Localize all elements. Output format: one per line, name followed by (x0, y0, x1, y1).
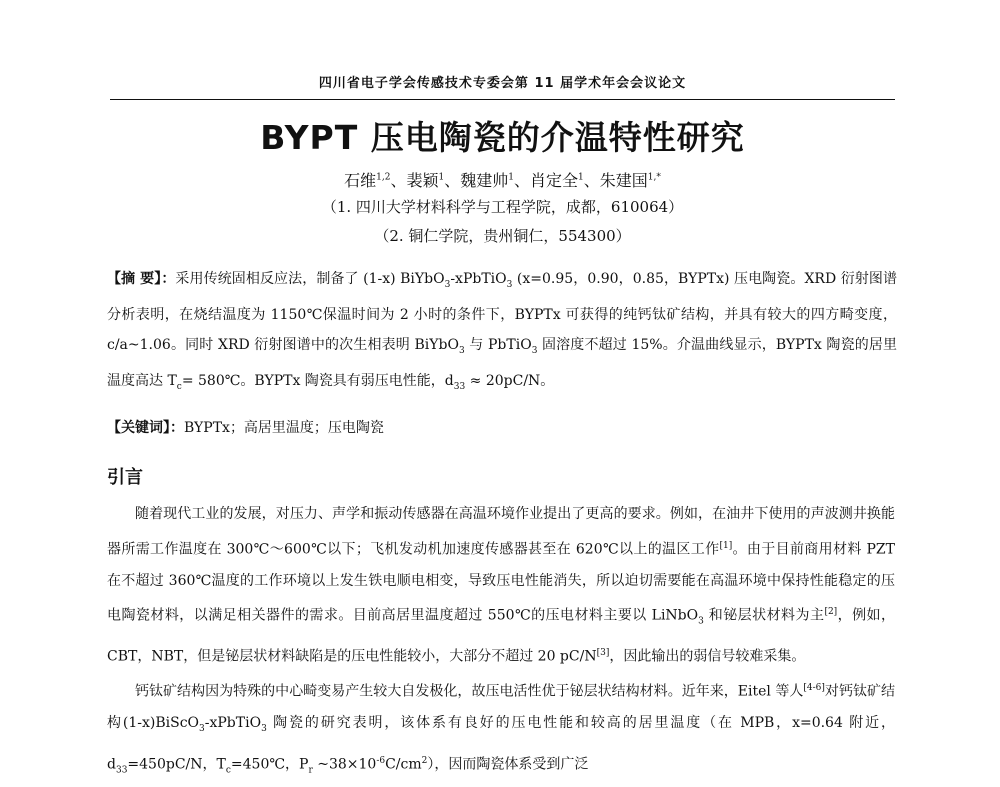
paragraph-text: 。由于目前商用材料 PZT 在不超过 360℃温度的工作环境以上发生铁电顺电相变，导致压电性能消失，所以迫切需要能在高温环境中保持性能稳定的压电陶瓷材料，以满足相关器件的需求。目前高居里温度超过 550℃的压电材料主要以 LiNbO (107, 541, 896, 624)
superscript: 2 (421, 755, 428, 766)
paragraph-text: ，因此输出的弱信号较难采集。 (609, 648, 806, 665)
author-affiliation-mark: 1 (508, 172, 514, 183)
abstract-block (107, 264, 897, 401)
paragraph-text: ，例如，CBT，NBT，但是铋层状材料缺陷是的压电性能较小，大部分不超过 20 pC/N (107, 607, 896, 665)
subscript: r (308, 765, 313, 776)
paragraph-text: 和铋层状材料为主 (703, 607, 825, 624)
author-name: 裴颖 (406, 171, 439, 190)
author-name: 石维 (344, 171, 377, 190)
citation: [1] (719, 540, 733, 551)
conference-header: 四川省电子学会传感技术专委会第 11 届学术年会会议论文 (318, 76, 687, 91)
superscript: -6 (376, 755, 386, 766)
subscript: 3 (506, 279, 513, 290)
paragraph-text: =450℃，P (230, 756, 309, 773)
affiliation-2: （2. 铜仁学院，贵州铜仁，554300） (374, 227, 631, 245)
subscript: 3 (531, 345, 538, 356)
subscript: 33 (115, 765, 128, 776)
subscript: 3 (199, 724, 205, 735)
paragraph-text: C/cm (385, 756, 422, 773)
subscript: 3 (458, 345, 465, 356)
subscript: c (176, 381, 182, 392)
subscript: 33 (453, 381, 466, 392)
header-rule (110, 99, 895, 100)
paragraph-text: ~38×10 (312, 756, 377, 773)
author-list (110, 168, 895, 191)
abstract-text: 固溶度不超过 15%。介温曲线显示，BYPTx 陶瓷的居里温度高达 T (107, 336, 897, 389)
author-name: 朱建国 (599, 171, 648, 190)
author-affiliation-mark: 1,* (647, 172, 661, 183)
paragraph-text: 陶瓷的研究表明，该体系有良好的压电性能和较高的居里温度（在 MPB，x=0.64 附近，d (107, 715, 895, 773)
abstract-text: -xPbTiO (450, 271, 507, 287)
author-separator: 、 (583, 171, 600, 190)
paragraph-text: ），因而陶瓷体系受到广泛 (427, 756, 589, 773)
author-name: 魏建帅 (460, 171, 509, 190)
body-text (107, 499, 895, 787)
abstract-text: = 580℃。BYPTx 陶瓷具有弱压电性能，d (181, 372, 454, 389)
keywords-text: BYPTx；高居里温度；压电陶瓷 (184, 420, 384, 436)
author-affiliation-mark: 1 (578, 172, 584, 183)
paragraph-text: =450pC/N，T (127, 756, 226, 773)
author-affiliation-mark: 1 (438, 172, 445, 183)
paragraph (107, 499, 895, 673)
subscript: c (225, 765, 231, 776)
author-separator: 、 (513, 171, 530, 190)
paper-title: BYPT 压电陶瓷的介温特性研究 (260, 118, 745, 157)
author-separator: 、 (390, 171, 407, 190)
citation: [4-6] (803, 683, 825, 694)
paragraph (107, 673, 895, 786)
abstract-text: 与 PbTiO (464, 336, 532, 353)
citation: [3] (596, 648, 610, 659)
author-name: 肖定全 (530, 171, 579, 190)
citation: [2] (824, 607, 838, 618)
paragraph-text: 随着现代工业的发展，对压力、声学和振动传感器在高温环境作业提出了更高的要求。例如，在油井下使用的声波测井换能器所需工作温度在 300℃～600℃以下；飞机发动机加速度传感器甚至在 620℃以上的温区工作 (107, 506, 895, 558)
author-separator: 、 (444, 171, 461, 190)
paragraph-text: 对钙钛矿结构(1-x)BiScO (107, 683, 895, 732)
subscript: 3 (698, 616, 704, 627)
section-title: 引言 (107, 467, 143, 488)
paragraph-text: -xPbTiO (204, 715, 262, 732)
paragraph-text: 钙钛矿结构因为特殊的中心畸变易产生较大自发极化，故压电活性优于铋层状结构材料。近年来，Eitel 等人 (135, 683, 804, 700)
author-affiliation-mark: 1,2 (376, 172, 391, 183)
keywords-line (107, 417, 897, 437)
subscript: 3 (444, 279, 451, 290)
keywords-label: 【关键词】： (107, 420, 184, 436)
subscript: 3 (261, 724, 267, 735)
abstract-text: ≈ 20pC/N。 (465, 372, 555, 389)
abstract-text: 采用传统固相反应法，制备了 (1-x) BiYbO (175, 271, 445, 287)
abstract-text: (x=0.95，0.90，0.85，BYPTx) 压电陶瓷。XRD 衍射图谱分析表明，在烧结温度为 1150℃保温时间为 2 小时的条件下，BYPTx 可获得的纯钙钛矿结构，并具有较大的四方畸变度，c/a~1.06。同时 XRD 衍射图谱中的次生相表明 BiYbO (107, 271, 897, 353)
affiliation-1: （1. 四川大学材料科学与工程学院，成都，610064） (321, 198, 684, 216)
abstract-label: 【摘 要】： (107, 271, 176, 287)
